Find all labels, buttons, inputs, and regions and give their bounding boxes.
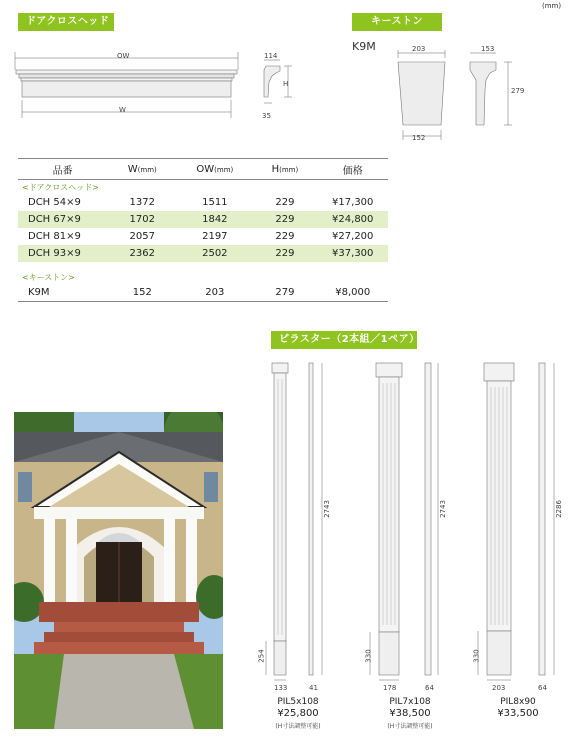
pil7-price: ¥38,500 (389, 708, 431, 719)
dim-ow: OW (117, 52, 130, 60)
pil5-width: 133 (274, 684, 288, 692)
unit-note: (mm) (542, 2, 562, 10)
pil8-price: ¥33,500 (497, 708, 539, 719)
pil5-height: 2743 (322, 500, 331, 518)
col-header-w: W(mm) (107, 159, 177, 180)
pil8-base: 330 (472, 649, 481, 663)
keystone-drawing (390, 40, 530, 150)
pil5-price: ¥25,800 (277, 708, 319, 719)
dim-h: H (283, 80, 289, 88)
pil5-depth: 41 (309, 684, 318, 692)
dim-w: W (119, 106, 126, 114)
table-header-row (18, 159, 388, 180)
pil8-height: 2286 (554, 500, 563, 518)
pil7-depth: 64 (425, 684, 434, 692)
dim-114: 114 (264, 52, 278, 60)
table-row: DCH 67×9 1702 1842 229 ¥24,800 (18, 211, 388, 228)
section-tag-pilaster: ピラスター（2本組／1ペア） (271, 331, 417, 349)
keystone-dim-279: 279 (511, 87, 525, 95)
pil7-base: 330 (364, 649, 373, 663)
col-header-price: 価格 (317, 159, 388, 180)
pil7-width: 178 (383, 684, 397, 692)
pil7-model: PIL7x108 (389, 697, 431, 707)
pil7-height: 2743 (438, 500, 447, 518)
group-row-crosshead: <ドアクロスヘッド> (22, 182, 99, 192)
col-header-part: 品番 (18, 159, 107, 180)
section-tag-door-crosshead: ドアクロスヘッド (18, 13, 114, 31)
house-photo (14, 412, 223, 729)
table-row: K9M 152 203 279 ¥8,000 (18, 284, 388, 302)
pil8-width: 203 (492, 684, 506, 692)
pil5-base: 254 (257, 649, 266, 663)
keystone-model-label: K9M (352, 40, 376, 53)
pil8-model: PIL8x90 (500, 697, 536, 707)
col-header-h: H(mm) (252, 159, 317, 180)
table-row: DCH 93×9 2362 2502 229 ¥37,300 (18, 245, 388, 262)
spec-table (18, 158, 388, 302)
pil5-model: PIL5x108 (277, 697, 319, 707)
keystone-dim-203: 203 (412, 45, 426, 53)
dim-35: 35 (262, 112, 271, 120)
keystone-dim-152: 152 (412, 134, 426, 142)
table-row: DCH 54×9 1372 1511 229 ¥17,300 (28, 197, 374, 208)
group-row-keystone: <キーストン> (22, 272, 76, 282)
pil7-note: (H寸法調整可能) (387, 723, 433, 730)
col-header-ow: OW(mm) (177, 159, 252, 180)
section-tag-keystone: キーストン (352, 13, 442, 31)
pil8-depth: 64 (538, 684, 547, 692)
pil5-note: (H寸法調整可能) (275, 723, 321, 730)
pilaster-drawings (262, 355, 562, 690)
keystone-dim-153: 153 (481, 45, 495, 53)
table-row: DCH 81×9 2057 2197 229 ¥27,200 (28, 231, 374, 242)
